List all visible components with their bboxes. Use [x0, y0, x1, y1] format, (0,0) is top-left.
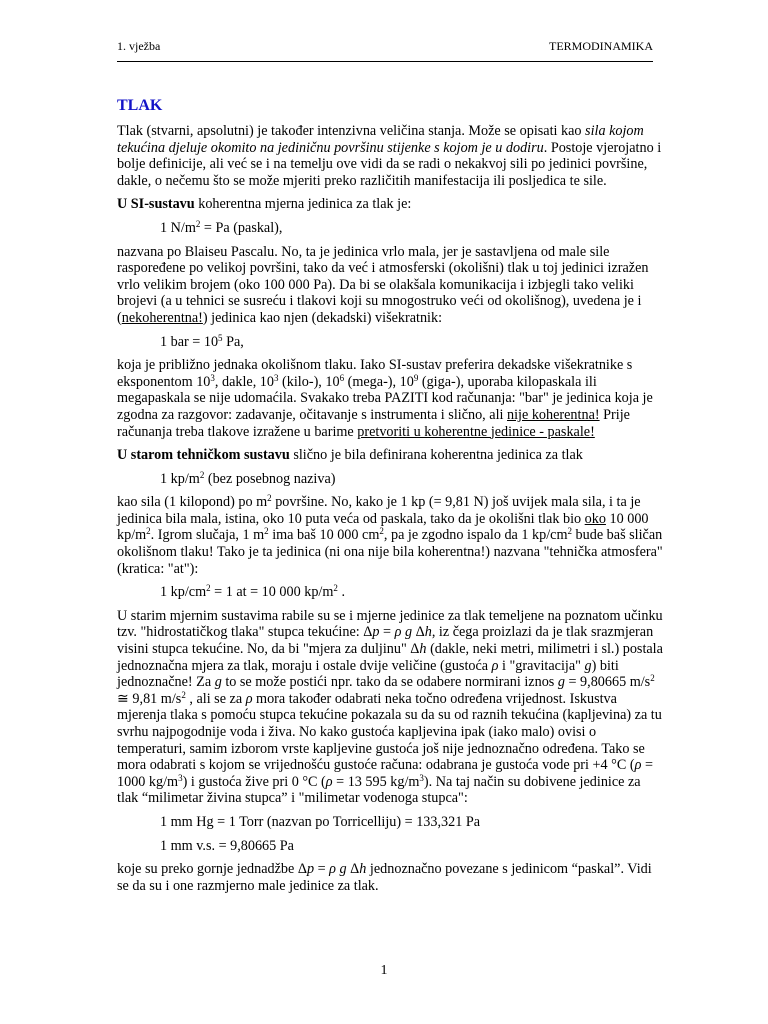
superscript: 3	[178, 772, 183, 783]
text: =	[379, 624, 395, 641]
page-header	[117, 39, 653, 62]
text: = 13 595 kg/m	[332, 773, 420, 790]
text: = 1 at = 10 000 kp/m	[210, 584, 334, 601]
formula-bar	[117, 334, 663, 351]
text: ≅ 9,81 m/s	[117, 690, 182, 707]
paragraph-kilopond	[117, 494, 663, 577]
superscript: 2	[333, 583, 338, 594]
text: Tlak (stvarni, apsolutni) je također intenzivna veličina stanja. Može se opisati kao	[117, 123, 586, 139]
text: (dakle, neki metri, milimetri i sl.) postala jednoznačna mjera za tlak, moraju i ostale dvije veličine (gustoća	[117, 641, 663, 674]
text: površine. No, kako je 1 kp (= 9,81 N) još uvijek mala sila, i ta je jedinica bila mala, istina, oko 10 puta veća od paskala, tako da je okolišni tlak bio	[117, 494, 641, 527]
text: ) biti jednoznačne! Za	[117, 657, 619, 691]
paragraph-definition	[117, 123, 663, 189]
superscript: 9	[413, 372, 419, 383]
header-right: TERMODINAMIKA	[549, 39, 653, 53]
superscript: 6	[339, 372, 345, 383]
text: i "gravitacija"	[498, 657, 585, 674]
text: bude baš sličan okolišnom tlaku! Tako je ta jedinica (ni ona nije bila koherentna!) nazvana "tehnička atmosfera" (kratica: "at"):	[117, 527, 663, 577]
superscript: 2	[650, 673, 655, 684]
text: 1 N/m	[160, 219, 196, 236]
superscript: 2	[379, 526, 384, 537]
text: , iz čega proizlazi da je tlak srazmjeran visini stupca tekućine. No, da bi "mjera za duljinu" Δ	[117, 624, 654, 658]
formula-mmvs: 1 mm v.s. = 9,80665 Pa	[160, 837, 294, 854]
italic-symbol: h	[424, 624, 432, 641]
superscript: 5	[218, 332, 223, 343]
text: jednoznačno povezane s jedinicom “paskal”. Vidi se da su i one razmjerno male jedinice za tlak.	[117, 861, 652, 894]
document-body	[117, 96, 663, 901]
italic-symbol: g	[557, 674, 565, 691]
text: 1 kp/m	[160, 470, 200, 487]
italic-symbol: ρ	[634, 757, 642, 774]
text: ) i gustoća žive pri 0 °C (	[182, 773, 326, 790]
text: Δ	[346, 861, 360, 878]
superscript: 2	[195, 218, 201, 229]
text: Pa,	[222, 333, 244, 350]
text: (giga-), uporaba kilopaskala ili megapaskala se nije udomaćila. Svakako treba PAZITI kod računanja: "bar" je jedinica koja je zgodna za razgovor: zadavanje, očitavanje s instrumenta i slično, ali	[117, 373, 653, 423]
italic-symbol: ρ	[245, 690, 253, 707]
text: Prije računanja treba tlakove izražene u barime	[117, 406, 630, 440]
technical-heading: U starom tehničkom sustavu	[117, 447, 290, 464]
formula-pascal	[117, 220, 663, 237]
text: .	[337, 584, 345, 601]
text: koja je približno jednaka okolišnom tlaku. Iako SI-sustav preferira dekadske višekratnike s eksponentom 10	[117, 357, 633, 390]
italic-symbol: ρ	[325, 773, 333, 790]
text: U starim mjernim sustavima rabile su se i mjerne jedinice za tlak temeljene na poznatom učinku tzv. "hidrostatičkog tlaka" stupca tekućine: Δ	[117, 607, 663, 641]
formula-mmhg: 1 mm Hg = 1 Torr (nazvan po Torricelliju) = 133,321 Pa	[160, 813, 481, 830]
superscript: 2	[264, 526, 269, 537]
text: nazvana po Blaiseu Pascalu. No, ta je jedinica vrlo mala, jer je sastavljena od male sile raspoređene po velikoj površini, tako da već i atmosferski (okolišni) tlak u toj jedinici izražen vrlo velikim brojem (oko 100 000 Pa). Da bi se olakšala komunikacija i izbjegli tako veliki brojevi (a u tehnici se susreću i tlakovi koji su mnogostruko veći od okolišnog), uvedena je i (	[117, 243, 649, 326]
page-number: 1	[380, 963, 388, 978]
text: = 1000 kg/m	[117, 757, 653, 790]
text: =	[314, 861, 330, 878]
text: , dakle, 10	[214, 373, 274, 390]
italic-symbol: g	[584, 657, 592, 674]
superscript: 2	[181, 689, 186, 700]
paragraph-bar	[117, 357, 663, 440]
text: , pa je zgodno ispalo da 1 kp/cm	[383, 527, 568, 544]
italic-symbol: h	[359, 861, 367, 878]
superscript: 2	[146, 526, 151, 537]
header-left: 1. vježba	[117, 39, 161, 53]
italic-symbol: g	[214, 674, 222, 691]
text: 1 kp/cm	[160, 584, 207, 601]
italic-symbol: p	[372, 624, 380, 641]
text: (bez posebnog naziva)	[204, 470, 336, 487]
formula-at	[117, 584, 663, 601]
text: . Postoje vjerojatno i bolje definicije, ali već se i na temelju ove vidi da se radi o nekakvoj sili po jedinici površine, dakle, o nečemu što se može mjeriti preko različitih manifestacija ili posljedica te sile.	[117, 139, 662, 189]
text: , ali se za	[185, 690, 246, 707]
text: ) jedinica kao njen (dekadski) višekratnik:	[202, 309, 443, 326]
superscript: 2	[206, 583, 211, 594]
text: (kilo-), 10	[278, 373, 340, 390]
text: kao sila (1 kilopond) po m	[117, 494, 268, 511]
underlined-text: pretvoriti u koherentne jedinice - paskale!	[357, 423, 595, 440]
italic-symbol: ρ	[491, 657, 499, 674]
section-title: TLAK	[117, 97, 163, 114]
underlined-text: nekoherentna!	[121, 309, 203, 326]
superscript: 3	[274, 372, 279, 383]
underlined-text: oko	[584, 510, 606, 527]
text: mora također odabrati neka točno određena vrijednost. Iskustva mjerenja tlaka s pomoću stupca tekućine pokazala su da su od raznih tekućina (kapljevina) za tu svrhu najpogodnije voda i živa. No kako gustoća kapljevina ipak (iako malo) ovisi o temperaturi, samim izborom vrste kapljevine gustoća još nije jednoznačno određena. Tako se mora odabrati s kojom se vrijednošću gustoće računa: odabrana je gustoća vode pri +4 °C (	[117, 690, 662, 774]
italic-symbol: ρ g	[394, 624, 413, 641]
superscript: 2	[267, 493, 272, 504]
superscript: 2	[199, 469, 205, 480]
text: = Pa (paskal),	[200, 219, 283, 236]
paragraph-si	[117, 196, 663, 213]
definition-italic: sila kojom tekućina djeluje okomito na jediničnu površinu stijenke s kojom je u dodiru	[117, 123, 644, 156]
text: to se može postići npr. tako da se odabere normirani iznos	[221, 674, 558, 691]
paragraph-technical	[117, 447, 663, 464]
italic-symbol: p	[306, 861, 315, 878]
text: koherentna mjerna jedinica za tlak je:	[194, 196, 412, 213]
italic-symbol: h	[419, 641, 427, 658]
si-heading: U SI-sustavu	[117, 196, 195, 213]
text: . Igrom slučaja, 1 m	[150, 527, 265, 544]
text: ima baš 10 000 cm	[268, 527, 380, 544]
paragraph-pascal	[117, 244, 663, 327]
paragraph-conclusion	[117, 861, 663, 894]
paragraph-hydrostatic	[117, 608, 663, 807]
text: 1 bar = 10	[160, 333, 219, 350]
formula-kp-m2	[117, 471, 663, 488]
text: 10 000 kp/m	[117, 510, 649, 544]
text: koje su preko gornje jednadžbe Δ	[117, 861, 307, 878]
underlined-text: nije koherentna!	[507, 406, 600, 423]
italic-symbol: ρ g	[329, 861, 347, 878]
text: slično je bila definirana koherentna jedinica za tlak	[289, 447, 583, 464]
superscript: 3	[210, 372, 215, 383]
text: ). Na taj način su dobivene jedinice za tlak “milimetar živina stupca” i "milimetar vodenoga stupca":	[117, 773, 641, 807]
text: = 9,80665 m/s	[564, 674, 651, 691]
superscript: 3	[419, 772, 424, 783]
superscript: 2	[567, 526, 572, 537]
text: (mega-), 10	[344, 373, 414, 390]
text: Δ	[412, 624, 425, 641]
